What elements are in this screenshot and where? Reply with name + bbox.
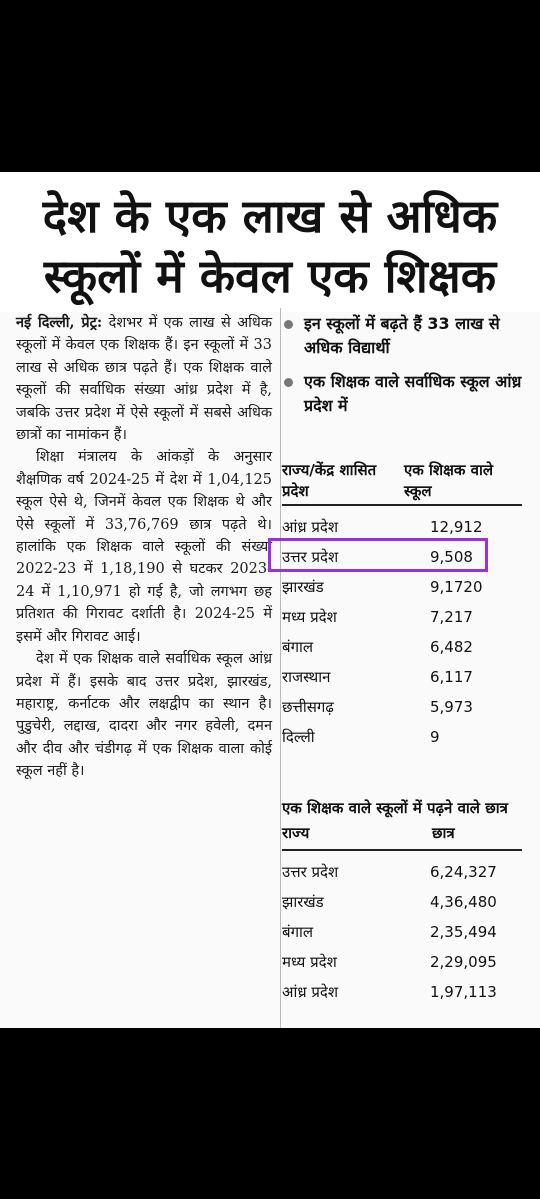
dateline: नई दिल्ली, प्रेट्र: bbox=[16, 314, 103, 331]
schools-table bbox=[282, 460, 522, 752]
schools-table-header bbox=[282, 460, 522, 502]
highlight-text: एक शिक्षक वाले सर्वाधिक स्कूल आंध्र प्रदेश में bbox=[304, 372, 522, 415]
highlights-box bbox=[282, 312, 522, 428]
row-value: 4,36,480 bbox=[430, 893, 497, 911]
row-state: झारखंड bbox=[282, 893, 324, 911]
row-value: 5,973 bbox=[430, 698, 473, 716]
table-row bbox=[282, 692, 522, 722]
row-value: 2,35,494 bbox=[430, 923, 497, 941]
table-row bbox=[282, 947, 522, 977]
headline-line-1: देश के एक लाख से अधिक bbox=[42, 189, 498, 243]
row-value: 6,482 bbox=[430, 638, 473, 656]
students-table-title: एक शिक्षक वाले स्कूलों में पढ़ने वाले छात्र bbox=[282, 799, 508, 817]
row-value: 9 bbox=[430, 728, 440, 746]
row-state: बंगाल bbox=[282, 638, 314, 656]
article-body bbox=[16, 312, 272, 783]
highlight-annotation-box bbox=[268, 538, 488, 572]
column-divider bbox=[280, 308, 281, 1028]
students-table bbox=[282, 798, 522, 1007]
newspaper-clipping bbox=[0, 172, 540, 1028]
article-paragraph-1 bbox=[16, 312, 272, 446]
table-row bbox=[282, 572, 522, 602]
table-row bbox=[282, 857, 522, 887]
header-state: राज्य bbox=[282, 824, 310, 842]
headline bbox=[0, 172, 540, 312]
row-state: उत्तर प्रदेश bbox=[282, 863, 339, 881]
row-value: 12,912 bbox=[430, 518, 483, 536]
table-row bbox=[282, 632, 522, 662]
row-state: राजस्थान bbox=[282, 668, 331, 686]
highlight-text: इन स्कूलों में बढ़ते हैं 33 लाख से अधिक विद्यार्थी bbox=[304, 314, 500, 357]
bullet-icon bbox=[284, 320, 293, 329]
row-state: दिल्ली bbox=[282, 728, 315, 746]
header-students: छात्र bbox=[432, 824, 455, 842]
row-state: बंगाल bbox=[282, 923, 314, 941]
table-row bbox=[282, 977, 522, 1007]
article-paragraph-2: शिक्षा मंत्रालय के आंकड़ों के अनुसार शैक्षणिक वर्ष 2024-25 में देश में 1,04,125 स्कूल ऐसे थे, जिनमें केवल एक शिक्षक थे और ऐसे स्कूलों में 33,76,769 छात्र पढ़ते थे। हालांकि एक शिक्षक वाले स्कूलों की संख्या 2022-23 में 1,18,190 से घटकर 2023-24 में 1,10,971 हो गई है, जो लगभग छह प्रतिशत की गिरावट दर्शाती है। 2024-25 में इसमें और गिरावट आई। bbox=[16, 449, 272, 645]
row-state: मध्य प्रदेश bbox=[282, 953, 337, 971]
row-state: मध्य प्रदेश bbox=[282, 608, 337, 626]
row-value: 1,97,113 bbox=[430, 983, 497, 1001]
table-rule bbox=[282, 849, 522, 851]
row-value: 9,508 bbox=[430, 548, 473, 566]
table-row bbox=[282, 662, 522, 692]
row-state: झारखंड bbox=[282, 578, 324, 596]
article-paragraph-3: देश में एक शिक्षक वाले सर्वाधिक स्कूल आंध्र प्रदेश में हैं। इसके बाद उत्तर प्रदेश, झारखंड, महाराष्ट्र, कर्नाटक और लक्षद्वीप का स्थान है। पुडुचेरी, लद्दाख, दादरा और नगर हवेली, दमन और दीव और चंडीगढ़ में एक शिक्षक वाला कोई स्कूल नहीं है। bbox=[16, 651, 272, 780]
table-row bbox=[282, 602, 522, 632]
highlight-item bbox=[282, 312, 522, 360]
row-value: 6,117 bbox=[430, 668, 473, 686]
row-value: 7,217 bbox=[430, 608, 473, 626]
paragraph-1-text: देशभर में एक लाख से अधिक स्कूलों में केवल एक शिक्षक हैं। इन स्कूलों में 33 लाख से अधिक छात्र पढ़ते हैं। एक शिक्षक वाले स्कूलों की सर्वाधिक संख्या आंध्र प्रदेश में है, जबकि उत्तर प्रदेश में ऐसे स्कूलों में सबसे अधिक छात्रों का नामांकन हैं। bbox=[16, 315, 272, 444]
row-value: 2,29,095 bbox=[430, 953, 497, 971]
table-row bbox=[282, 887, 522, 917]
table-row bbox=[282, 917, 522, 947]
bullet-icon bbox=[284, 378, 293, 387]
row-state: आंध्र प्रदेश bbox=[282, 983, 339, 1001]
students-table-header bbox=[282, 819, 522, 847]
table-row bbox=[282, 722, 522, 752]
header-schools: एक शिक्षक वाले स्कूल bbox=[404, 461, 494, 500]
row-value: 6,24,327 bbox=[430, 863, 497, 881]
row-value: 9,1720 bbox=[430, 578, 483, 596]
headline-line-2: स्कूलों में केवल एक शिक्षक bbox=[43, 249, 497, 303]
table-rule bbox=[282, 504, 522, 506]
row-state: उत्तर प्रदेश bbox=[282, 548, 339, 566]
row-state: छत्तीसगढ़ bbox=[282, 698, 334, 716]
highlight-item bbox=[282, 370, 522, 418]
row-state: आंध्र प्रदेश bbox=[282, 518, 339, 536]
header-state: राज्य/केंद्र शासित प्रदेश bbox=[282, 461, 377, 500]
